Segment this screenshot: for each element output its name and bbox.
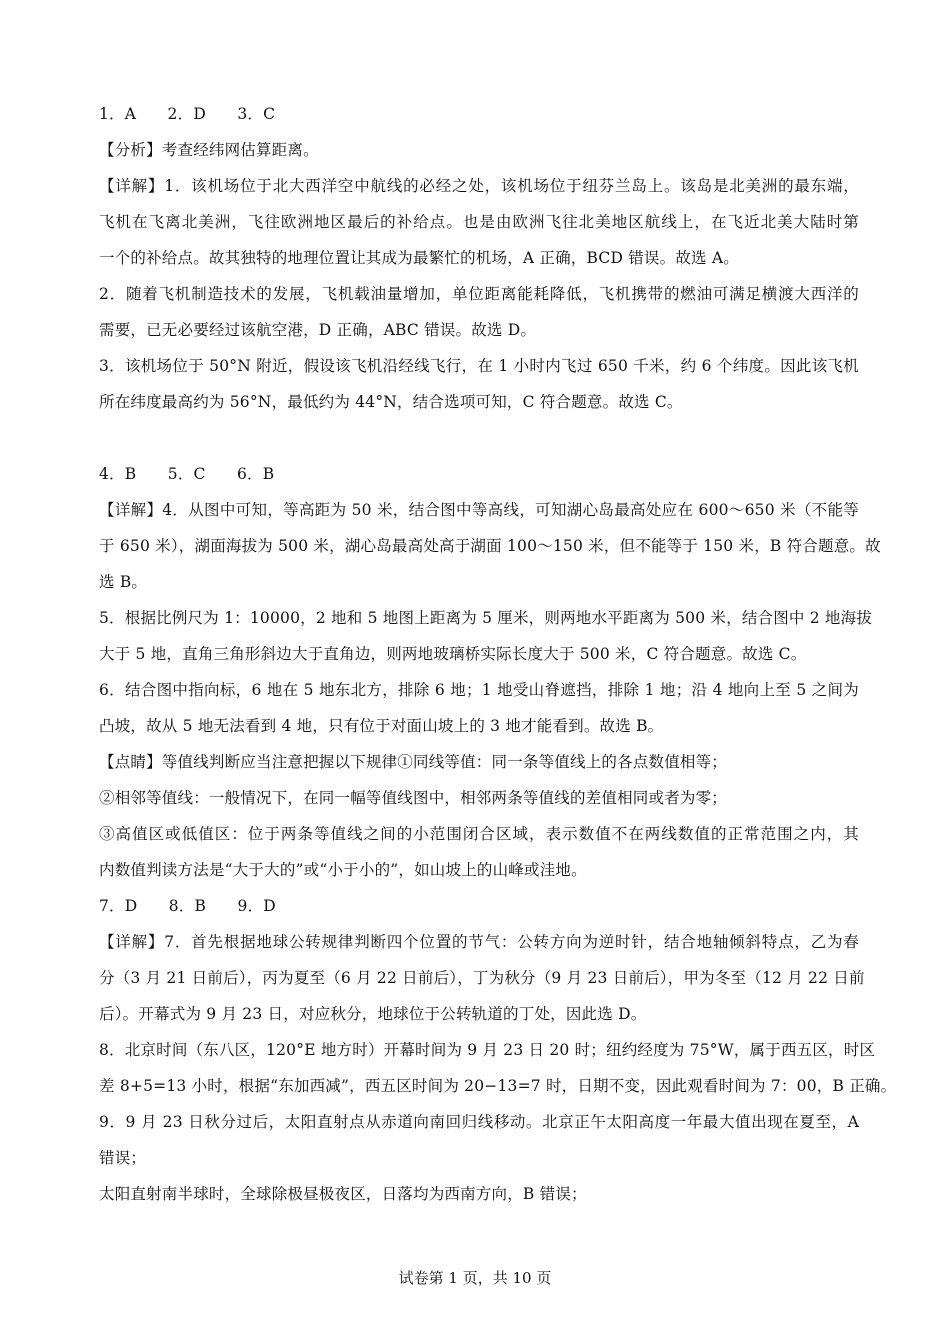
explanation-8-line-2: 差 8+5=13 小时，根据“东加西减”，西五区时间为 20−13=7 时，日期不变，因此观看时间为 7：00，B 正确。 [99,1077,897,1095]
explanation-7-line-1: 【详解】7．首先根据地球公转规律判断四个位置的节气：公转方向为逆时针，结合地轴倾斜特点，乙为春 [99,933,859,951]
tip-line-1: 【点睛】等值线判断应当注意把握以下规律①同线等值：同一条等值线上的各点数值相等； [99,753,728,771]
tip-line-2: ②相邻等值线：一般情况下，在同一幅等值线图中，相邻两条等值线的差值相同或者为零； [99,789,728,807]
explanation-4-line-3: 选 B。 [99,573,148,591]
explanation-1-line-1: 【详解】1．该机场位于北大西洋空中航线的必经之处，该机场位于纽芬兰岛上。该岛是北美洲的最东端， [99,177,859,195]
answer-key-4-6: 4．B 5．C 6．B [99,465,275,483]
explanation-9-line-3: 太阳直射南半球时，全球除极昼极夜区，日落均为西南方向，B 错误； [99,1185,587,1203]
explanation-1-line-2: 飞机在飞离北美洲，飞往欧洲地区最后的补给点。也是由欧洲飞往北美地区航线上，在飞近北美大陆时第 [99,213,859,231]
explanation-2-line-2: 需要，已无必要经过该航空港，D 正确，ABC 错误。故选 D。 [99,321,537,339]
explanation-4-line-1: 【详解】4．从图中可知，等高距为 50 米，结合图中等高线，可知湖心岛最高处应在 600～650 米（不能等 [99,501,859,519]
explanation-6-line-1: 6．结合图中指向标，6 地在 5 地东北方，排除 6 地；1 地受山脊遮挡，排除 1 地；沿 4 地向上至 5 之间为 [99,681,859,699]
explanation-5-line-1: 5．根据比例尺为 1：10000，2 地和 5 地图上距离为 5 厘米，则两地水平距离为 500 米，结合图中 2 地海拔 [99,609,873,627]
explanation-9-line-1: 9．9 月 23 日秋分过后，太阳直射点从赤道向南回归线移动。北京正午太阳高度一年最大值出现在夏至，A [99,1113,859,1131]
answer-key-7-9: 7．D 8．B 9．D [99,897,276,915]
tip-line-4: 内数值判读方法是“大于大的”或“小于小的”，如山坡上的山峰或洼地。 [99,861,587,879]
answer-key-1-3: 1．A 2．D 3．C [99,105,276,123]
explanation-1-line-3: 一个的补给点。故其独特的地理位置让其成为最繁忙的机场，A 正确，BCD 错误。故选 A。 [99,249,739,267]
explanation-5-line-2: 大于 5 地，直角三角形斜边大于直角边，则两地玻璃桥实际长度大于 500 米，C 符合题意。故选 C。 [99,645,807,663]
explanation-3-line-1: 3．该机场位于 50°N 附近，假设该飞机沿经线飞行，在 1 小时内飞过 650 千米，约 6 个纬度。因此该飞机 [99,357,859,375]
tip-line-3: ③高值区或低值区：位于两条等值线之间的小范围闭合区域，表示数值不在两线数值的正常范围之内，其 [99,825,859,843]
explanation-8-line-1: 8．北京时间（东八区，120°E 地方时）开幕时间为 9 月 23 日 20 时；纽约经度为 75°W，属于西五区，时区 [99,1041,876,1059]
analysis-1: 【分析】考查经纬网估算距离。 [99,141,319,159]
answer-content [99,96,897,1212]
explanation-2-line-1: 2．随着飞机制造技术的发展，飞机载油量增加，单位距离能耗降低，飞机携带的燃油可满足横渡大西洋的 [99,285,859,303]
explanation-9-line-2: 错误； [99,1149,147,1167]
explanation-7-line-2: 分（3 月 21 日前后），丙为夏至（6 月 22 日前后），丁为秋分（9 月 23 日前后），甲为冬至（12 月 22 日前 [99,969,865,987]
section-gap [99,420,859,456]
page-footer: 试卷第 1 页，共 10 页 [398,1269,552,1287]
explanation-3-line-2: 所在纬度最高约为 56°N，最低约为 44°N，结合选项可知，C 符合题意。故选 C。 [99,393,683,411]
explanation-4-line-2: 于 650 米），湖面海拔为 500 米，湖心岛最高处高于湖面 100～150 米，但不能等于 150 米，B 符合题意。故 [99,537,881,555]
explanation-6-line-2: 凸坡，故从 5 地无法看到 4 地，只有位于对面山坡上的 3 地才能看到。故选 B。 [99,717,664,735]
explanation-7-line-3: 后）。开幕式为 9 月 23 日，对应秋分，地球位于公转轨道的丁处，因此选 D。 [99,1005,647,1023]
